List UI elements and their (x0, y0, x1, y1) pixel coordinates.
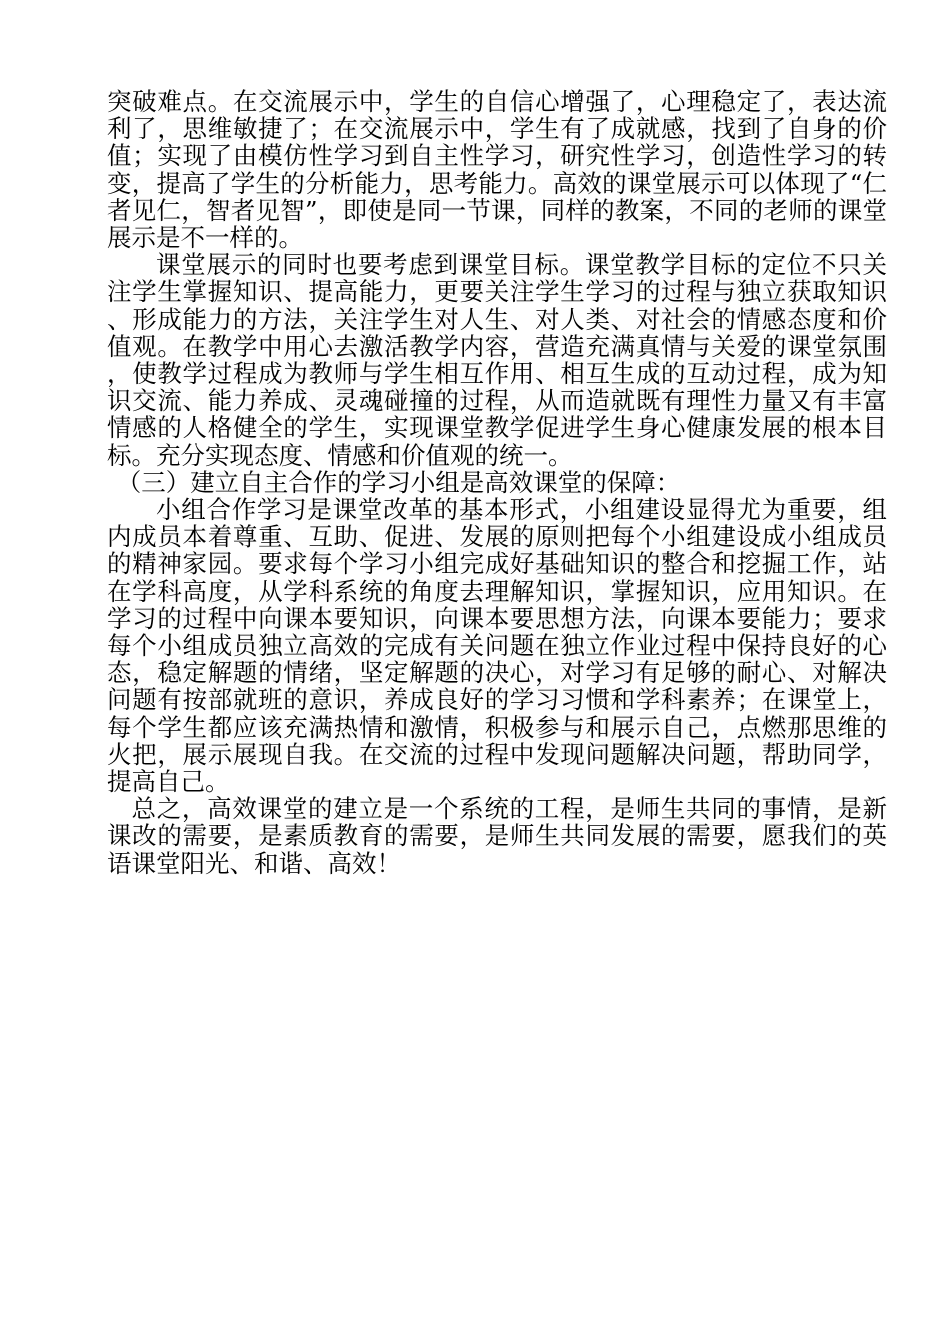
section-heading-study-groups: （三）建立自主合作的学习小组是高效课堂的保障： (116, 467, 681, 497)
paragraph-conclusion: 总之，高效课堂的建立是一个系统的工程，是师生共同的事情，是新课改的需要，是素质教育的需要，是师生共同发展的需要，愿我们的英语课堂阳光、和谐、高效！ (107, 794, 887, 878)
paragraph-classroom-goals: 课堂展示的同时也要考虑到课堂目标。课堂教学目标的定位不只关注学生掌握知识、提高能力，更要关注学生学习的过程与独立获取知识、形成能力的方法，关注学生对人生、对人类、对社会的情感态度和价值观。在教学中用心去激活教学内容，营造充满真情与关爱的课堂氛围，使教学过程成为教师与学生相互作用、相互生成的互动过程，成为知识交流、能力养成、灵魂碰撞的过程，从而造就既有理性力量又有丰富情感的人格健全的学生，实现课堂教学促进学生身心健康发展的根本目标。充分实现态度、情感和价值观的统一。 (107, 250, 887, 470)
document-body (107, 88, 887, 877)
paragraph-group-cooperation: 小组合作学习是课堂改革的基本形式，小组建设显得尤为重要，组内成员本着尊重、互助、促进、发展的原则把每个小组建设成小组成员的精神家园。要求每个学习小组完成好基础知识的整合和挖掘工作，站在学科高度，从学科系统的角度去理解知识，掌握知识，应用知识。在学习的过程中向课本要知识，向课本要思想方法，向课本要能力；要求每个小组成员独立高效的完成有关问题在独立作业过程中保持良好的心态，稳定解题的情绪，坚定解题的决心，对学习有足够的耐心、对解决问题有按部就班的意识，养成良好的学习习惯和学科素养；在课堂上，每个学生都应该充满热情和激情，积极参与和展示自己，点燃那思维的火把，展示展现自我。在交流的过程中发现问题解决问题，帮助同学，提高自己。 (107, 495, 887, 797)
paragraph-continuation: 突破难点。在交流展示中，学生的自信心增强了，心理稳定了，表达流利了，思维敏捷了；在交流展示中，学生有了成就感，找到了自身的价值；实现了由模仿性学习到自主性学习，研究性学习，创造性学习的转变，提高了学生的分析能力，思考能力。高效的课堂展示可以体现了“仁者见仁，智者见智”，即使是同一节课，同样的教案，不同的老师的课堂展示是不一样的。 (107, 87, 887, 253)
